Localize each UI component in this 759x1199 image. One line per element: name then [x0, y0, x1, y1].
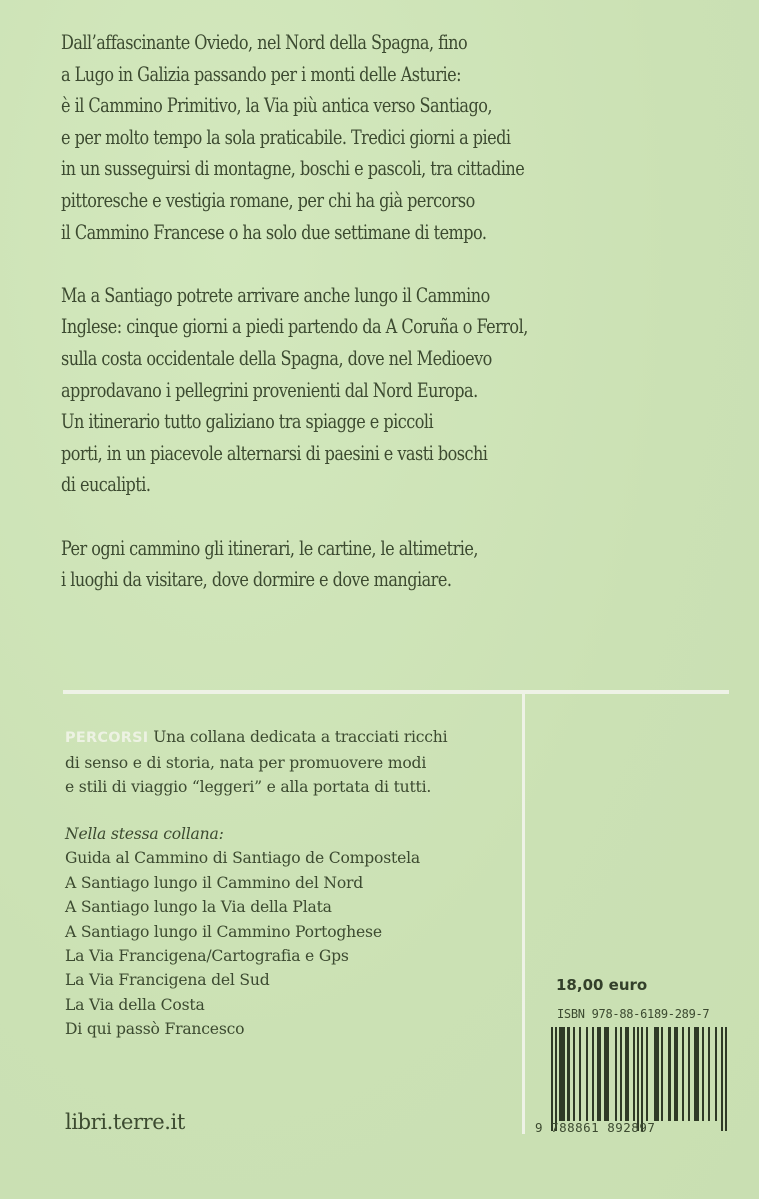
blurb-line: il Cammino Francese o ha solo due settimane di tempo.	[61, 220, 487, 244]
blurb-paragraph-3	[61, 533, 693, 596]
series-line: Una collana dedicata a tracciati ricchi	[148, 728, 448, 746]
price-label: 18,00 euro	[556, 976, 648, 994]
series-title: A Santiago lungo il Cammino del Nord	[65, 873, 364, 892]
barcode-digits: 9 788861 892897	[535, 1120, 656, 1135]
isbn-label: ISBN 978-88-6189-289-7	[557, 1007, 710, 1021]
blurb-line: è il Cammino Primitivo, la Via più antica verso Santiago,	[61, 94, 492, 118]
same-series-list	[65, 822, 420, 1042]
blurb-line: Per ogni cammino gli itinerari, le cartine, le altimetrie,	[61, 536, 478, 560]
blurb-line: i luoghi da visitare, dove dormire e dove mangiare.	[61, 568, 452, 592]
series-description	[65, 725, 447, 800]
blurb-paragraph-1	[61, 27, 693, 248]
publisher-website: libri.terre.it	[65, 1110, 185, 1134]
series-title: A Santiago lungo la Via della Plata	[65, 898, 332, 917]
blurb-line: Inglese: cinque giorni a piedi partendo da A Coruña o Ferrol,	[61, 315, 528, 339]
series-title: La Via Francigena del Sud	[65, 971, 270, 990]
blurb-line: Un itinerario tutto galiziano tra spiagge e piccoli	[61, 410, 434, 434]
blurb-line: a Lugo in Galizia passando per i monti delle Asturie:	[61, 62, 461, 86]
back-cover-blurb	[61, 27, 693, 627]
blurb-line: porti, in un piacevole alternarsi di paesini e vasti boschi	[61, 441, 488, 465]
blurb-line: in un susseguirsi di montagne, boschi e pascoli, tra cittadine	[61, 157, 525, 181]
blurb-paragraph-2	[61, 280, 693, 501]
same-series-heading: Nella stessa collana:	[65, 825, 224, 843]
series-title: La Via della Costa	[65, 995, 205, 1014]
blurb-line: Ma a Santiago potrete arrivare anche lungo il Cammino	[61, 283, 490, 307]
barcode-icon	[551, 1027, 731, 1131]
blurb-line: Dall’affascinante Oviedo, nel Nord della Spagna, fino	[61, 31, 468, 54]
series-title: A Santiago lungo il Cammino Portoghese	[65, 922, 382, 941]
series-title: Guida al Cammino di Santiago de Compostela	[65, 849, 420, 868]
vertical-divider	[522, 692, 525, 1134]
series-line: e stili di viaggio “leggeri” e alla portata di tutti.	[65, 778, 432, 797]
series-title: Di qui passò Francesco	[65, 1020, 245, 1039]
blurb-line: di eucalipti.	[61, 473, 151, 497]
series-title: La Via Francigena/Cartografia e Gps	[65, 947, 349, 966]
series-tag: PERCORSI	[65, 730, 149, 746]
blurb-line: pittoresche e vestigia romane, per chi ha già percorso	[61, 188, 475, 212]
blurb-line: e per molto tempo la sola praticabile. Tredici giorni a piedi	[61, 125, 511, 149]
series-line: di senso e di storia, nata per promuovere modi	[65, 753, 427, 772]
blurb-line: sulla costa occidentale della Spagna, dove nel Medioevo	[61, 346, 492, 370]
horizontal-divider	[63, 690, 729, 694]
blurb-line: approdavano i pellegrini provenienti dal Nord Europa.	[61, 378, 478, 402]
